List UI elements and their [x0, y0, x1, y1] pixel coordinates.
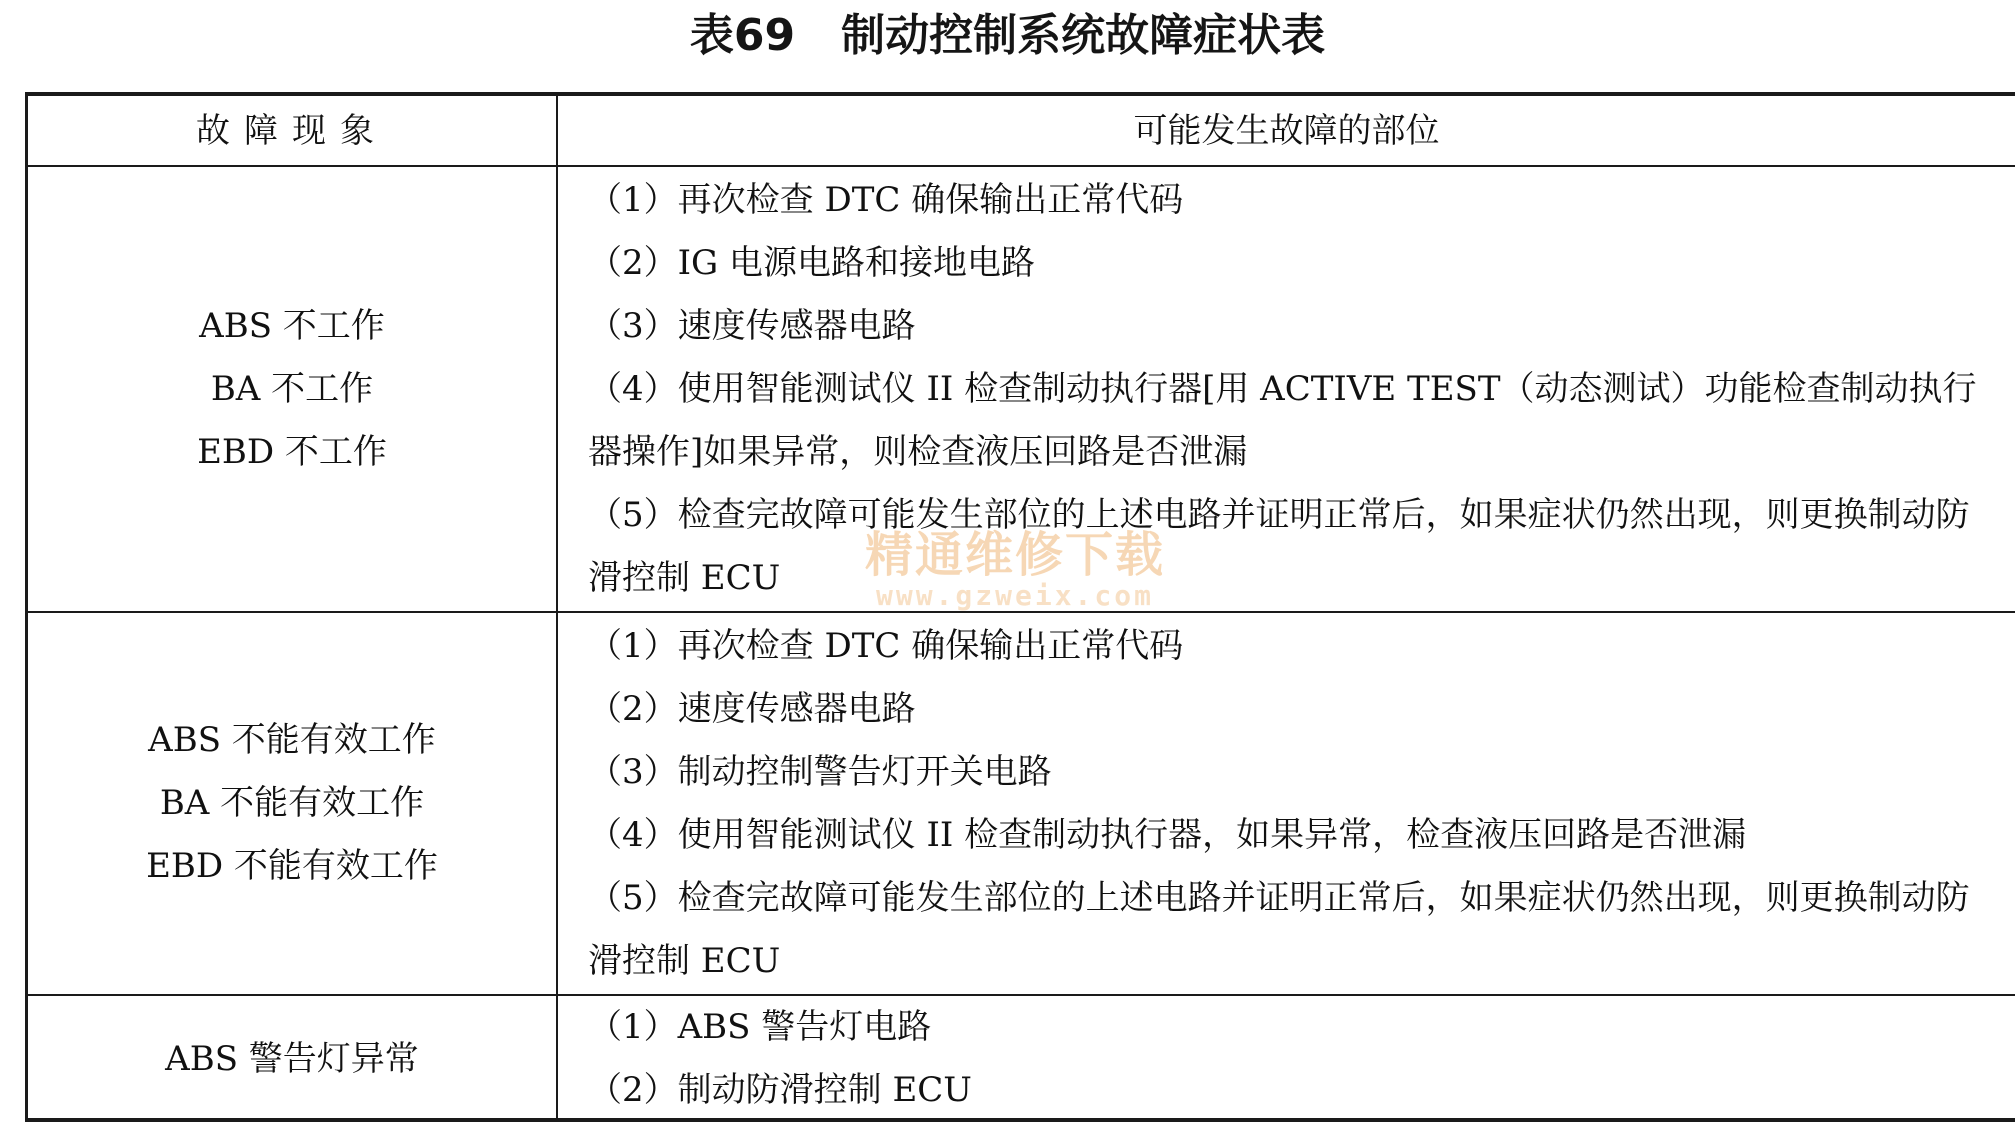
- table-caption: 表69 制动控制系统故障症状表: [689, 10, 1326, 61]
- header-cell-location: [558, 96, 2015, 166]
- location-item: （5）检查完故障可能发生部位的上述电路并证明正常后，如果症状仍然出现，则更换制动防滑控制 ECU: [588, 494, 1970, 598]
- symptom-cell-1: [28, 167, 558, 611]
- header-location-label: 可能发生故障的部位: [1133, 111, 1440, 151]
- symptom-text: ABS 不能有效工作: [148, 720, 436, 760]
- location-item: （1）再次检查 DTC 确保输出正常代码: [588, 179, 1184, 220]
- location-item: （2）制动防滑控制 ECU: [588, 1070, 972, 1110]
- location-item: （1）ABS 警告灯电路: [588, 1007, 932, 1047]
- location-item: （1）再次检查 DTC 确保输出正常代码: [588, 625, 1184, 666]
- watermark-url: www.gzweix.com: [875, 579, 1154, 612]
- symptom-text: BA 不能有效工作: [159, 783, 425, 823]
- location-item: （3）制动控制警告灯开关电路: [588, 751, 1052, 792]
- location-cell-2: [558, 613, 2015, 994]
- location-cell-1: [558, 167, 2015, 611]
- header-cell-symptom: [28, 96, 558, 166]
- location-item: （5）检查完故障可能发生部位的上述电路并证明正常后，如果症状仍然出现，则更换制动防滑控制 ECU: [588, 877, 1970, 981]
- location-item: （4）使用智能测试仪 II 检查制动执行器，如果异常，检查液压回路是否泄漏: [588, 814, 1747, 855]
- header-symptom-label: 故障现象: [196, 111, 388, 151]
- location-item: （2）速度传感器电路: [588, 688, 916, 729]
- symptom-text: ABS 警告灯异常: [165, 1038, 419, 1079]
- symptom-cell-2: [28, 613, 558, 994]
- fault-symptom-table: [25, 92, 2015, 1122]
- location-item: （4）使用智能测试仪 II 检查制动执行器[用 ACTIVE TEST（动态测试）功能检查制动执行器操作]如果异常，则检查液压回路是否泄漏: [588, 368, 1977, 472]
- symptom-text: ABS 不工作: [199, 305, 385, 346]
- symptom-cell-3: [28, 996, 558, 1122]
- location-cell-3: [558, 996, 2015, 1122]
- symptom-text: BA 不工作: [210, 368, 374, 409]
- symptom-text: EBD 不工作: [197, 431, 387, 472]
- location-item: （3）速度传感器电路: [588, 305, 916, 346]
- location-item: （2）IG 电源电路和接地电路: [588, 242, 1036, 283]
- table-row-1: [28, 165, 2015, 611]
- watermark-title: 精通维修下载: [864, 527, 1165, 583]
- table-header-row: [28, 96, 2015, 166]
- symptom-text: EBD 不能有效工作: [146, 846, 438, 886]
- table-row-2: [28, 611, 2015, 994]
- table-row-3: [28, 994, 2015, 1122]
